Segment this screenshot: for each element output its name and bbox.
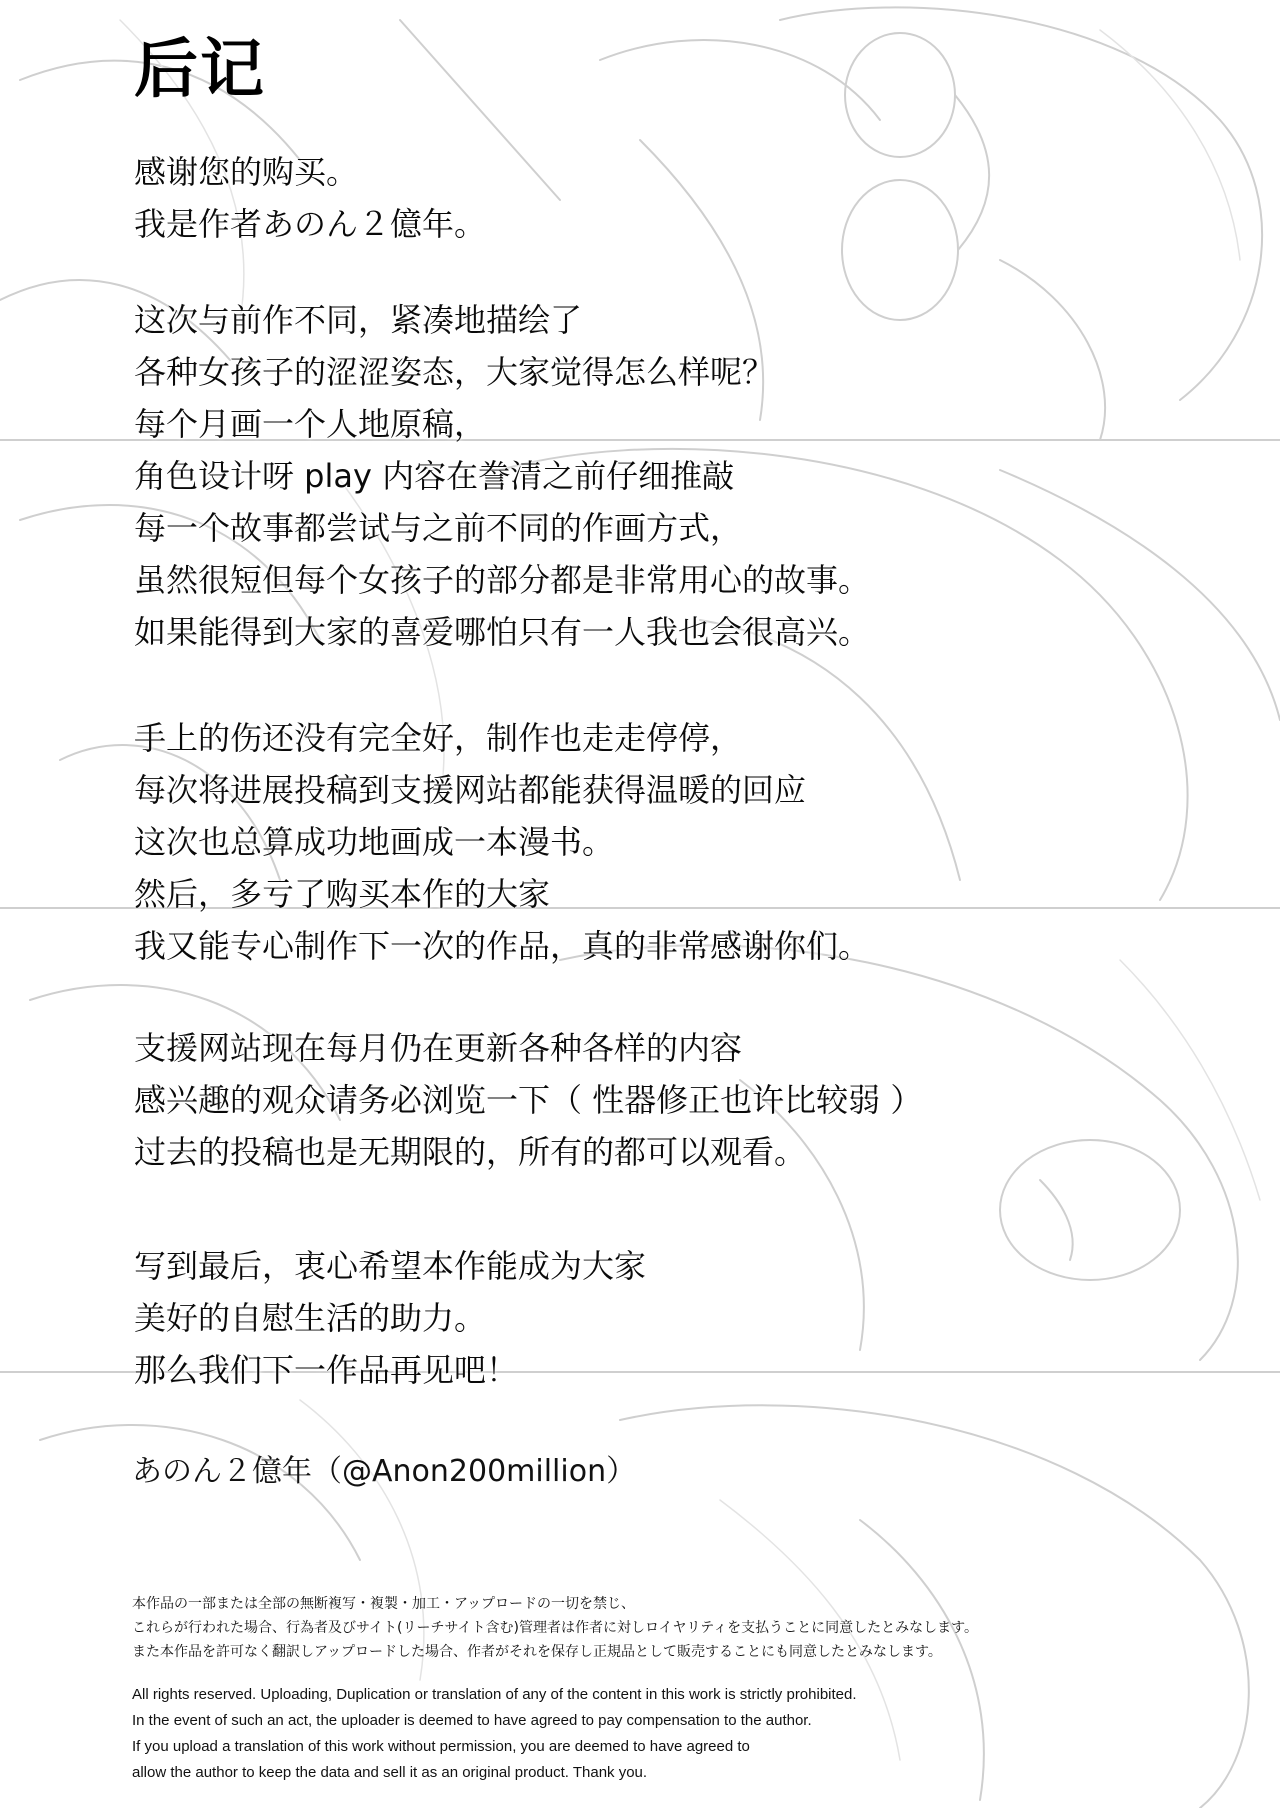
text-line: 虽然很短但每个女孩子的部分都是非常用心的故事。 bbox=[134, 561, 871, 599]
text-line: 支援网站现在每月仍在更新各种各样的内容 bbox=[134, 1029, 743, 1067]
paragraph-about-work bbox=[134, 294, 870, 658]
text-line: 角色设计呀 play 内容在誊清之前仔细推敲 bbox=[134, 457, 735, 495]
text-line: 感谢您的购买。 bbox=[134, 153, 359, 191]
text-line: 每次将进展投稿到支援网站都能获得温暖的回应 bbox=[134, 771, 807, 809]
notice-line: また本作品を許可なく翻訳しアップロードした場合、作者がそれを保存し正規品として販売することにも同意したとみなします。 bbox=[132, 1644, 942, 1660]
text-line: 我是作者あのん２億年。 bbox=[134, 205, 487, 243]
text-line: 然后，多亏了购买本作的大家 bbox=[134, 875, 551, 913]
text-line: 美好的自慰生活的助力。 bbox=[134, 1299, 487, 1337]
text-line: 各种女孩子的涩涩姿态，大家觉得怎么样呢？ bbox=[134, 353, 775, 391]
paragraph-closing bbox=[134, 1240, 646, 1396]
notice-line: If you upload a translation of this work without permission, you are deemed to have agreed to bbox=[132, 1738, 750, 1755]
text-line: 我又能专心制作下一次的作品，真的非常感谢你们。 bbox=[134, 927, 871, 965]
copyright-notice-en bbox=[132, 1682, 857, 1786]
text-line: 过去的投稿也是无期限的，所有的都可以观看。 bbox=[134, 1133, 807, 1171]
text-line: 每一个故事都尝试与之前不同的作画方式， bbox=[134, 509, 743, 547]
notice-line: In the event of such an act, the uploader is deemed to have agreed to pay compensation to the author. bbox=[132, 1712, 812, 1729]
paragraph-support-site bbox=[134, 1022, 922, 1178]
paragraph-thanks bbox=[134, 146, 486, 250]
text-line: 感兴趣的观众请务必浏览一下（ 性器修正也许比较弱 ） bbox=[134, 1081, 923, 1119]
text-line: 那么我们下一作品再见吧！ bbox=[134, 1351, 519, 1389]
notice-line: allow the author to keep the data and sell it as an original product. Thank you. bbox=[132, 1764, 648, 1781]
text-line: 这次与前作不同，紧凑地描绘了 bbox=[134, 301, 583, 339]
paragraph-progress bbox=[134, 712, 870, 972]
page-title: 后记 bbox=[134, 33, 266, 107]
text-line: 写到最后，衷心希望本作能成为大家 bbox=[134, 1247, 647, 1285]
notice-line: 本作品の一部または全部の無断複写・複製・加工・アップロードの一切を禁じ、 bbox=[132, 1596, 636, 1612]
text-line: 每个月画一个人地原稿， bbox=[134, 405, 487, 443]
text-line: 手上的伤还没有完全好，制作也走走停停， bbox=[134, 719, 743, 757]
notice-line: All rights reserved. Uploading, Duplication or translation of any of the content in this work is strictly prohibited. bbox=[132, 1686, 857, 1703]
text-line: 如果能得到大家的喜爱哪怕只有一人我也会很高兴。 bbox=[134, 613, 871, 651]
author-signature: あのん２億年（@Anon200million） bbox=[132, 1454, 637, 1489]
notice-line: これらが行われた場合、行為者及びサイト(リーチサイト含む)管理者は作者に対しロイヤリティを支払うことに同意したとみなします。 bbox=[132, 1620, 979, 1636]
text-line: 这次也总算成功地画成一本漫书。 bbox=[134, 823, 615, 861]
copyright-notice-jp bbox=[132, 1592, 978, 1664]
